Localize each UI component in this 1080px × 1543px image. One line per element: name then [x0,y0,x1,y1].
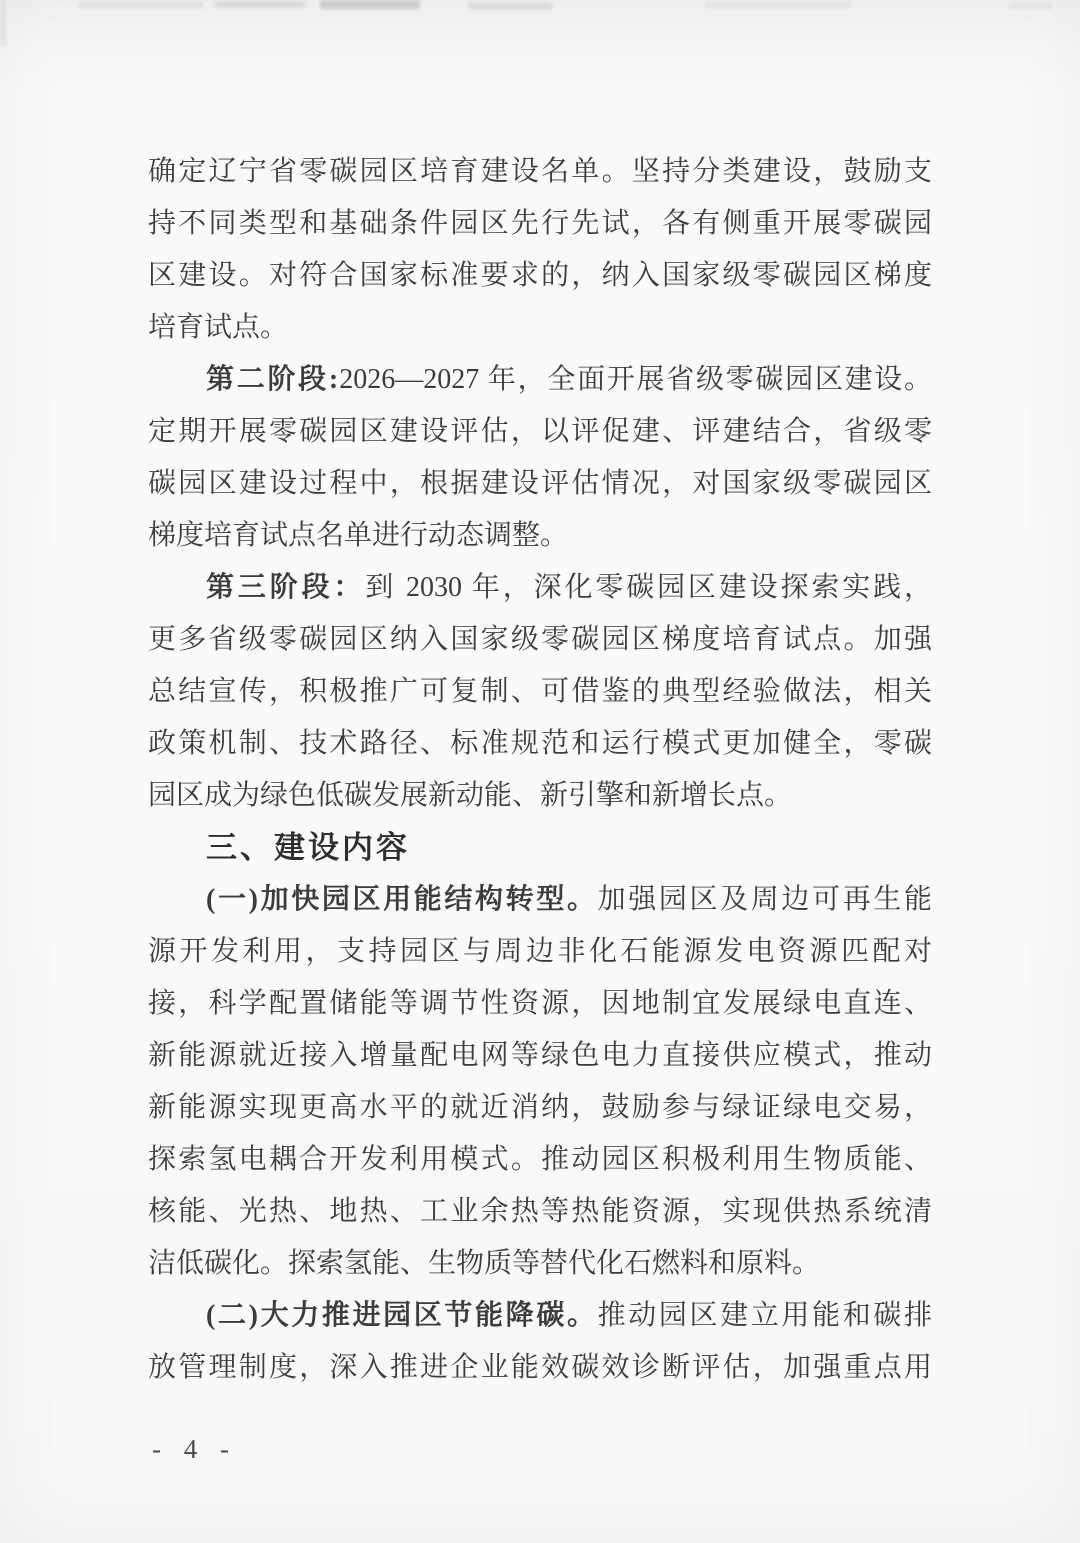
text-line: 新能源实现更高水平的就近消纳，鼓励参与绿证绿电交易， [148,1092,932,1123]
section-heading [148,822,932,874]
text-line: 新能源就近接入增量配电网等绿色电力直接供应模式，推动 [148,1040,932,1071]
text-line: 确定辽宁省零碳园区培育建设名单。坚持分类建设，鼓励支 [148,156,932,187]
text-line: 梯度培育试点名单进行动态调整。 [148,520,569,551]
body-text [148,146,932,1394]
text-line: 核能、光热、地热、工业余热等热能资源，实现供热系统清 [148,1196,932,1227]
subsection-title: (二)大力推进园区节能降碳。 [206,1300,598,1331]
text-line: 探索氢电耦合开发利用模式。推动园区积极利用生物质能、 [148,1144,932,1175]
text-segment: 到 2030 年，深化零碳园区建设探索实践， [365,572,932,603]
text-segment: 推动园区建立用能和碳排 [597,1300,932,1331]
text-line: 放管理制度，深入推进企业能效碳效诊断评估，加强重点用 [148,1352,932,1383]
paragraph-phase2 [148,354,932,562]
scan-smudge [78,2,203,8]
text-line: 定期开展零碳园区建设评估，以评促建、评建结合，省级零 [148,416,932,447]
text-line: 源开发利用，支持园区与周边非化石能源发电资源匹配对 [148,936,932,967]
text-line: 政策机制、技术路径、标准规范和运行模式更加健全，零碳 [148,728,932,759]
paragraph-phase1-tail [148,146,932,354]
scan-smudge [215,1,305,8]
text-line [148,874,932,926]
text-line [148,1290,932,1342]
paragraph-energy-transition [148,874,932,1290]
text-line: 总结宣传，积极推广可复制、可借鉴的典型经验做法，相关 [148,676,932,707]
stage-label: 第三阶段： [206,572,366,603]
stage-label: 第二阶段: [206,364,340,395]
text-line: 持不同类型和基础条件园区先行先试，各有侧重开展零碳园 [148,208,932,239]
text-segment: 加强园区及周边可再生能 [597,884,932,915]
paragraph-energy-saving [148,1290,932,1394]
scan-smudge [1008,3,1053,9]
text-line: 培育试点。 [148,312,289,343]
subsection-title: (一)加快园区用能结构转型。 [206,884,598,915]
scan-smudge [468,2,553,9]
scan-smudge [705,2,850,8]
page-number: - 4 - [152,1434,237,1464]
section-heading-text: 三、建设内容 [206,830,410,865]
scan-smudge [320,0,420,9]
text-line [148,354,932,406]
text-line: 洁低碳化。探索氢能、生物质等替代化石燃料和原料。 [148,1248,821,1279]
text-line: 区建设。对符合国家标准要求的，纳入国家级零碳园区梯度 [148,260,932,291]
text-line: 园区成为绿色低碳发展新动能、新引擎和新增长点。 [148,780,793,811]
text-line: 更多省级零碳园区纳入国家级零碳园区梯度培育试点。加强 [148,624,932,655]
text-segment: 2026—2027 年，全面开展省级零碳园区建设。 [339,364,932,395]
paragraph-phase3 [148,562,932,822]
text-line: 接，科学配置储能等调节性资源，因地制宜发展绿电直连、 [148,988,932,1019]
text-line: 碳园区建设过程中，根据建设评估情况，对国家级零碳园区 [148,468,932,499]
text-line [148,562,932,614]
scan-edge-artifact [0,0,6,46]
